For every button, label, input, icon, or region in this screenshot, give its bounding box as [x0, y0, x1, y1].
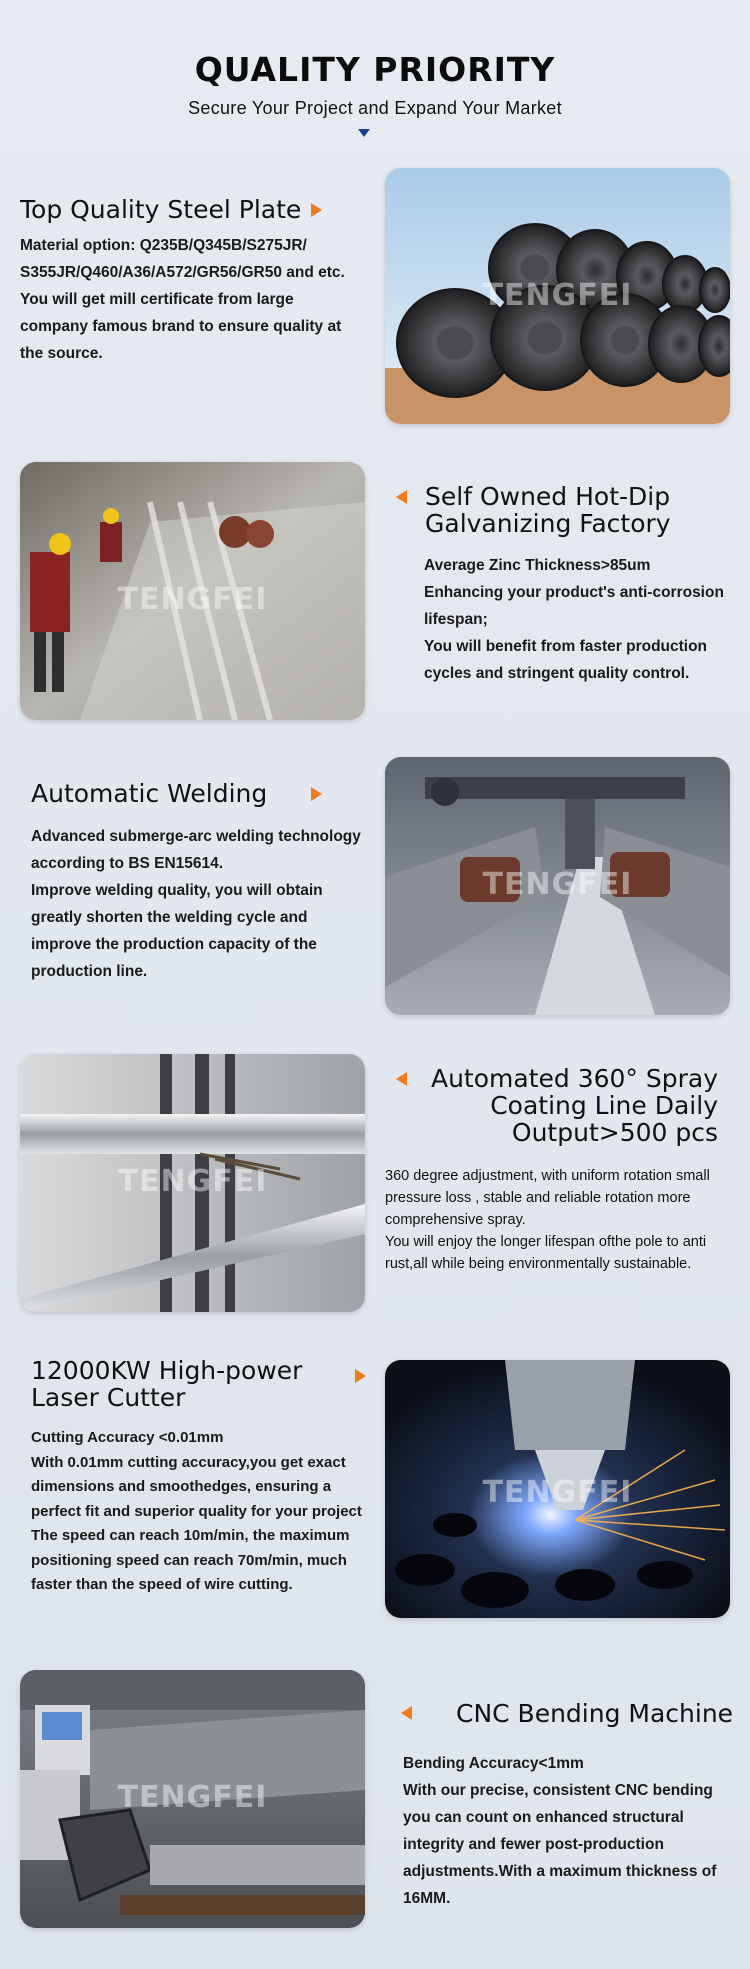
section-title: Automatic Welding: [31, 779, 268, 808]
section-paragraph: Advanced submerge-arc welding technology according to BS EN15614.: [31, 828, 361, 872]
watermark: TENGFEI: [482, 867, 633, 902]
title-line: Coating Line Daily: [490, 1091, 718, 1120]
galvanizing-bath-photo: [20, 462, 365, 720]
section-body: [403, 1750, 728, 1912]
section-paragraph: With 0.01mm cutting accuracy,you get exact dimensions and smoothedges, ensuring a perfect fit and superior quality for your project: [31, 1453, 362, 1520]
page-title: QUALITY PRIORITY: [194, 50, 556, 89]
page-subtitle: Secure Your Project and Expand Your Market: [188, 98, 562, 118]
section-title: [31, 1357, 302, 1411]
section-spray-coating: [0, 1020, 750, 1320]
title-line: Galvanizing Factory: [425, 509, 671, 538]
arrow-right-icon: [311, 203, 322, 217]
section-paragraph: You will get mill certificate from large company famous brand to ensure quality at the source.: [20, 291, 342, 362]
arrow-left-icon: [396, 490, 407, 504]
arrow-left-icon: [396, 1072, 407, 1086]
title-line: Laser Cutter: [31, 1383, 186, 1412]
section-welding: [0, 730, 750, 1020]
watermark: TENGFEI: [117, 1164, 268, 1199]
section-paragraph: You will enjoy the longer lifespan ofthe pole to anti rust,all while being environmentally sustainable.: [385, 1234, 707, 1272]
section-body: [31, 823, 371, 985]
section-body: [424, 552, 734, 687]
watermark: TENGFEI: [482, 1475, 633, 1510]
section-paragraph: Average Zinc Thickness>85um: [424, 557, 651, 574]
section-paragraph: Bending Accuracy<1mm: [403, 1755, 584, 1772]
section-title: CNC Bending Machine: [456, 1699, 734, 1728]
section-steel-plate: [0, 0, 750, 440]
section-paragraph: With our precise, consistent CNC bending you can count on enhanced structural integrity and fewer post-production adjustments.With a maximum thickness of 16MM.: [403, 1782, 717, 1907]
section-body: [31, 1426, 371, 1598]
steel-coils-photo: [385, 168, 730, 424]
arrow-right-icon: [355, 1369, 366, 1383]
section-body: [385, 1165, 740, 1275]
section-paragraph: The speed can reach 10m/min, the maximum positioning speed can reach 70m/min, much faster than the speed of wire cutting.: [31, 1527, 350, 1593]
section-cnc-bending: [0, 1620, 750, 1969]
section-title: Top Quality Steel Plate: [20, 195, 302, 224]
watermark: TENGFEI: [482, 278, 633, 313]
welding-machine-photo: [385, 757, 730, 1015]
watermark: TENGFEI: [117, 582, 268, 617]
section-title: [425, 483, 671, 537]
section-title: [420, 1065, 718, 1146]
arrow-left-icon: [401, 1706, 412, 1720]
section-body: [20, 232, 365, 367]
title-line: Automated 360° Spray: [430, 1064, 718, 1093]
section-laser-cutter: [0, 1320, 750, 1620]
section-paragraph: Cutting Accuracy <0.01mm: [31, 1429, 224, 1446]
cnc-bending-photo: [20, 1670, 365, 1928]
arrow-right-icon: [311, 787, 322, 801]
title-line: 12000KW High-power: [31, 1356, 303, 1385]
section-paragraph: Improve welding quality, you will obtain greatly shorten the welding cycle and improve the production capacity of the production line.: [31, 882, 323, 980]
section-paragraph: Material option: Q235B/Q345B/S275JR/ S355JR/Q460/A36/A572/GR56/GR50 and etc.: [20, 237, 345, 281]
section-paragraph: 360 degree adjustment, with uniform rotation small pressure loss , stable and reliable rotation more comprehensive spray.: [385, 1168, 710, 1228]
title-line: Output>500 pcs: [511, 1118, 718, 1147]
spray-coating-photo: [20, 1054, 365, 1312]
section-galvanizing: [0, 440, 750, 730]
laser-cutter-photo: [385, 1360, 730, 1618]
section-paragraph: Enhancing your product's anti-corrosion lifespan;: [424, 584, 724, 628]
title-line: Self Owned Hot-Dip: [425, 482, 671, 511]
section-paragraph: You will benefit from faster production cycles and stringent quality control.: [424, 638, 708, 682]
watermark: TENGFEI: [117, 1780, 268, 1815]
